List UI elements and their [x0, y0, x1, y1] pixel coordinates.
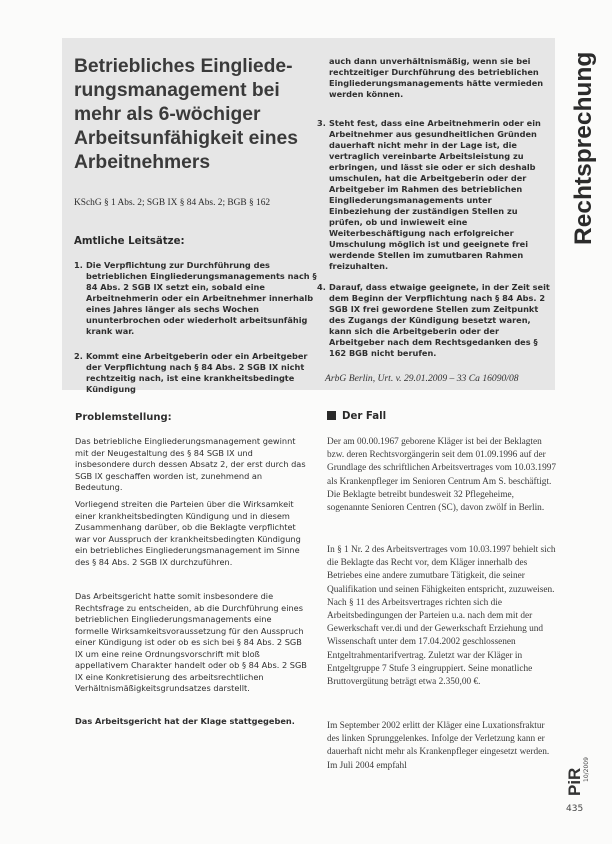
journal-logo: PiR 10/2009 [565, 757, 590, 796]
leitsatz-2-continuation: auch dann unverhältnismäßig, wenn sie bei rechtzeitiger Durchführung des betrieblichen Eingliederungsmanagements hätte vermieden werden können. [329, 56, 544, 99]
problemstellung-paragraph: Das Arbeitsgericht hat der Klage stattgegeben. [75, 716, 295, 726]
leitsaetze-heading: Amtliche Leitsätze: [74, 236, 185, 247]
fall-paragraph: In § 1 Nr. 2 des Arbeitsvertrages vom 10.03.1997 behielt sich die Beklagte das Recht vor, dem Kläger innerhalb des Betriebes eine andere zumutbare Tätigkeit, die seiner Qualifikation und seinen Fähigkeiten entspricht, zuzuweisen. Nach § 11 des Arbeitsvertrages richten sich die Arbeitsbedingungen der Parteien u.a. nach dem mit der Gewerkschaft ver.di und der Gewerkschaft Erziehung und Wissenschaft unter dem 17.04.2002 geschlossenen Entgeltrahmentarifvertrag. Zuletzt war der Kläger in Entgeltgruppe 7 Stufe 3 eingruppiert. Seine monatliche Bruttovergütung beträgt etwa 2.350,00 €. [327, 545, 556, 688]
leitsatz-4: 4. Darauf, dass etwaige geeignete, in der Zeit seit dem Beginn der Verpflichtung nach § 84 Abs. 2 SGB IX frei gewordene Stellen zum Zeitpunkt des Zugangs der Kündigung besetzt waren, kann sich die Arbeitgeberin oder der Arbeitgeber nach dem Rechtsgedanken des § 162 BGB nicht berufen. [317, 282, 550, 358]
square-bullet-icon [327, 411, 336, 420]
problemstellung-paragraph: Das Arbeitsgericht hatte somit insbesondere die Rechtsfrage zu entscheiden, ab die Durchführung eines betrieblichen Eingliederungsmanagements eine formelle Wirksamkeitsvoraussetzung für den Ausspruch einer Kündigung ist oder ob es sich bei § 84 Abs. 2 SGB IX um eine reine Ordnungsvorschrift mit bloß appellativem Charakter handelt oder ob § 84 Abs. 2 SGB IX eine Konkretisierung des arbeitsrechtlichen Verhältnismäßigkeitsgrundsatzes darstellt. [75, 591, 307, 693]
problemstellung-paragraph: Das betriebliche Eingliederungsmanagement gewinnt mit der Neugestaltung des § 84 SGB IX und insbesondere durch dessen Absatz 2, der erst durch das SGB IX geschaffen worden ist, zunehmend an Bedeutung. [75, 436, 306, 492]
problemstellung-heading: Problemstellung: [75, 412, 172, 423]
court-citation: ArbG Berlin, Urt. v. 29.01.2009 – 33 Ca 16090/08 [325, 373, 519, 384]
law-references: KSchG § 1 Abs. 2; SGB IX § 84 Abs. 2; BGB § 162 [74, 198, 271, 208]
fall-paragraph: Der am 00.00.1967 geborene Kläger ist bei der Beklagten bzw. deren Rechtsvorgängerin seit dem 01.09.1996 auf der Grundlage des schriftlichen Arbeitsvertrages vom 10.03.1997 als Krankenpfleger im Senioren Centrum Am S. beschäftigt. Die Beklagte betreibt bundesweit 32 Pflegeheime, sogenannte Senioren Centren (SC), davon zwölf in Berlin. [327, 437, 557, 514]
page-number: 435 [566, 804, 584, 814]
leitsatz-2: 2. Kommt eine Arbeitgeberin oder ein Arbeitgeber der Verpflichtung nach § 84 Abs. 2 SGB IX nicht rechtzeitig nach, ist eine krankheitsbedingte Kündigung [74, 351, 308, 394]
problemstellung-paragraph: Vorliegend streiten die Parteien über die Wirksamkeit einer krankheitsbedingten Kündigung und in diesem Zusammenhang darüber, ob die Beklagte verpflichtet war vor Ausspruch der krankheitsbedingten Kündigung ein betriebliches Eingliederungsmanagement im Sinne des § 84 Abs. 2 SGB IX durchzuführen. [75, 499, 301, 567]
article-title: Betriebliches Eingliede-rungsmanagement bei mehr als 6-wöchiger Arbeitsunfähigkeit eines Arbeitnehmers [74, 56, 298, 173]
fall-heading: Der Fall [327, 411, 386, 422]
section-label: Rechtsprechung [570, 51, 597, 245]
leitsatz-1: 1. Die Verpflichtung zur Durchführung des betrieblichen Eingliederungsmanagements nach § 84 Abs. 2 SGB IX setzt ein, sobald eine Arbeitnehmerin oder ein Arbeitnehmer innerhalb eines Jahres länger als sechs Wochen ununterbrochen oder wiederholt arbeitsunfähig krank war. [74, 260, 317, 336]
leitsatz-3: 3. Steht fest, dass eine Arbeitnehmerin oder ein Arbeitnehmer aus gesundheitlichen Gründen dauerhaft nicht mehr in der Lage ist, die vertraglich vereinbarte Arbeitsleistung zu erbringen, und lässt sie oder er sich deshalb umschulen, hat die Arbeitgeberin oder der Arbeitgeber im Rahmen des betrieblichen Eingliederungsmanagements unter Einbeziehung der zuständigen Stellen zu prüfen, ob und inwieweit eine Weiterbeschäftigung nach erfolgreicher Umschulung möglich ist und geeignete frei werdende Stellen im zumutbaren Rahmen freizuhalten. [317, 118, 541, 271]
fall-paragraph: Im September 2002 erlitt der Kläger eine Luxationsfraktur des linken Sprunggelenkes. Infolge der Verletzung kann er dauerhaft nicht mehr als Krankenpfleger eingesetzt werden. Im Juli 2004 empfahl [327, 721, 550, 771]
